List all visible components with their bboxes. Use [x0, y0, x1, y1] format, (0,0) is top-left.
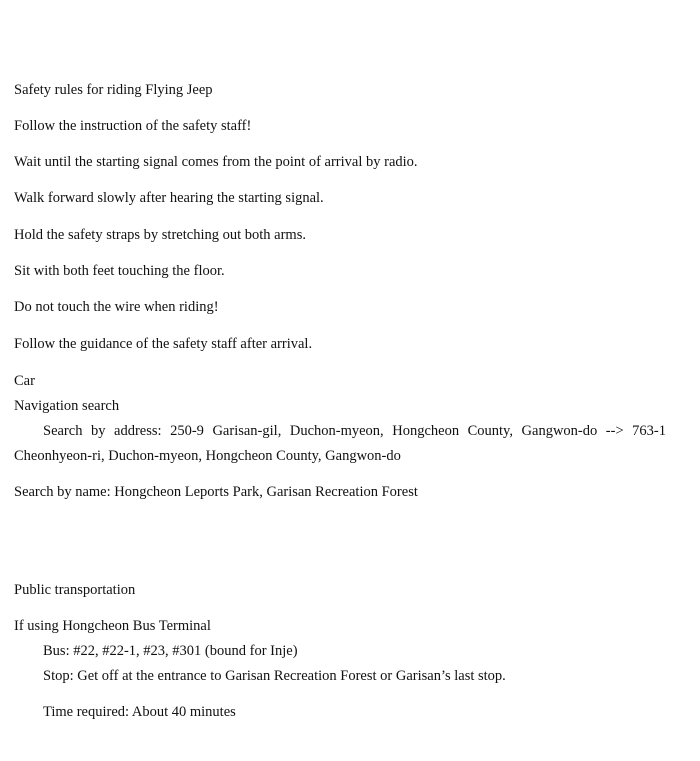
search-by-name: Search by name: Hongcheon Leports Park, Garisan Recreation Forest — [14, 484, 418, 500]
safety-heading: Safety rules for riding Flying Jeep — [14, 82, 213, 98]
safety-rule: Walk forward slowly after hearing the starting signal. — [14, 190, 324, 206]
safety-rule: Sit with both feet touching the floor. — [14, 263, 225, 279]
safety-rule: Hold the safety straps by stretching out both arms. — [14, 227, 306, 243]
search-by-address-continued: Cheonhyeon-ri, Duchon-myeon, Hongcheon County, Gangwon-do — [14, 448, 401, 464]
bus-terminal-heading: If using Hongcheon Bus Terminal — [14, 618, 211, 634]
public-transportation-heading: Public transportation — [14, 582, 136, 598]
bus-numbers: Bus: #22, #22-1, #23, #301 (bound for Inje) — [43, 643, 298, 659]
bus-stop: Stop: Get off at the entrance to Garisan Recreation Forest or Garisan’s last stop. — [43, 668, 506, 684]
safety-rule: Do not touch the wire when riding! — [14, 299, 219, 315]
safety-rule: Follow the instruction of the safety staff! — [14, 118, 252, 134]
safety-rule: Wait until the starting signal comes from the point of arrival by radio. — [14, 154, 418, 170]
navigation-search-heading: Navigation search — [14, 398, 120, 414]
search-by-address-line: Search by address: 250-9 Garisan-gil, Duchon-myeon, Hongcheon County, Gangwon-do --> 763-1 — [43, 423, 666, 439]
time-required: Time required: About 40 minutes — [43, 704, 236, 720]
car-heading: Car — [14, 373, 35, 389]
safety-rule: Follow the guidance of the safety staff after arrival. — [14, 336, 313, 352]
